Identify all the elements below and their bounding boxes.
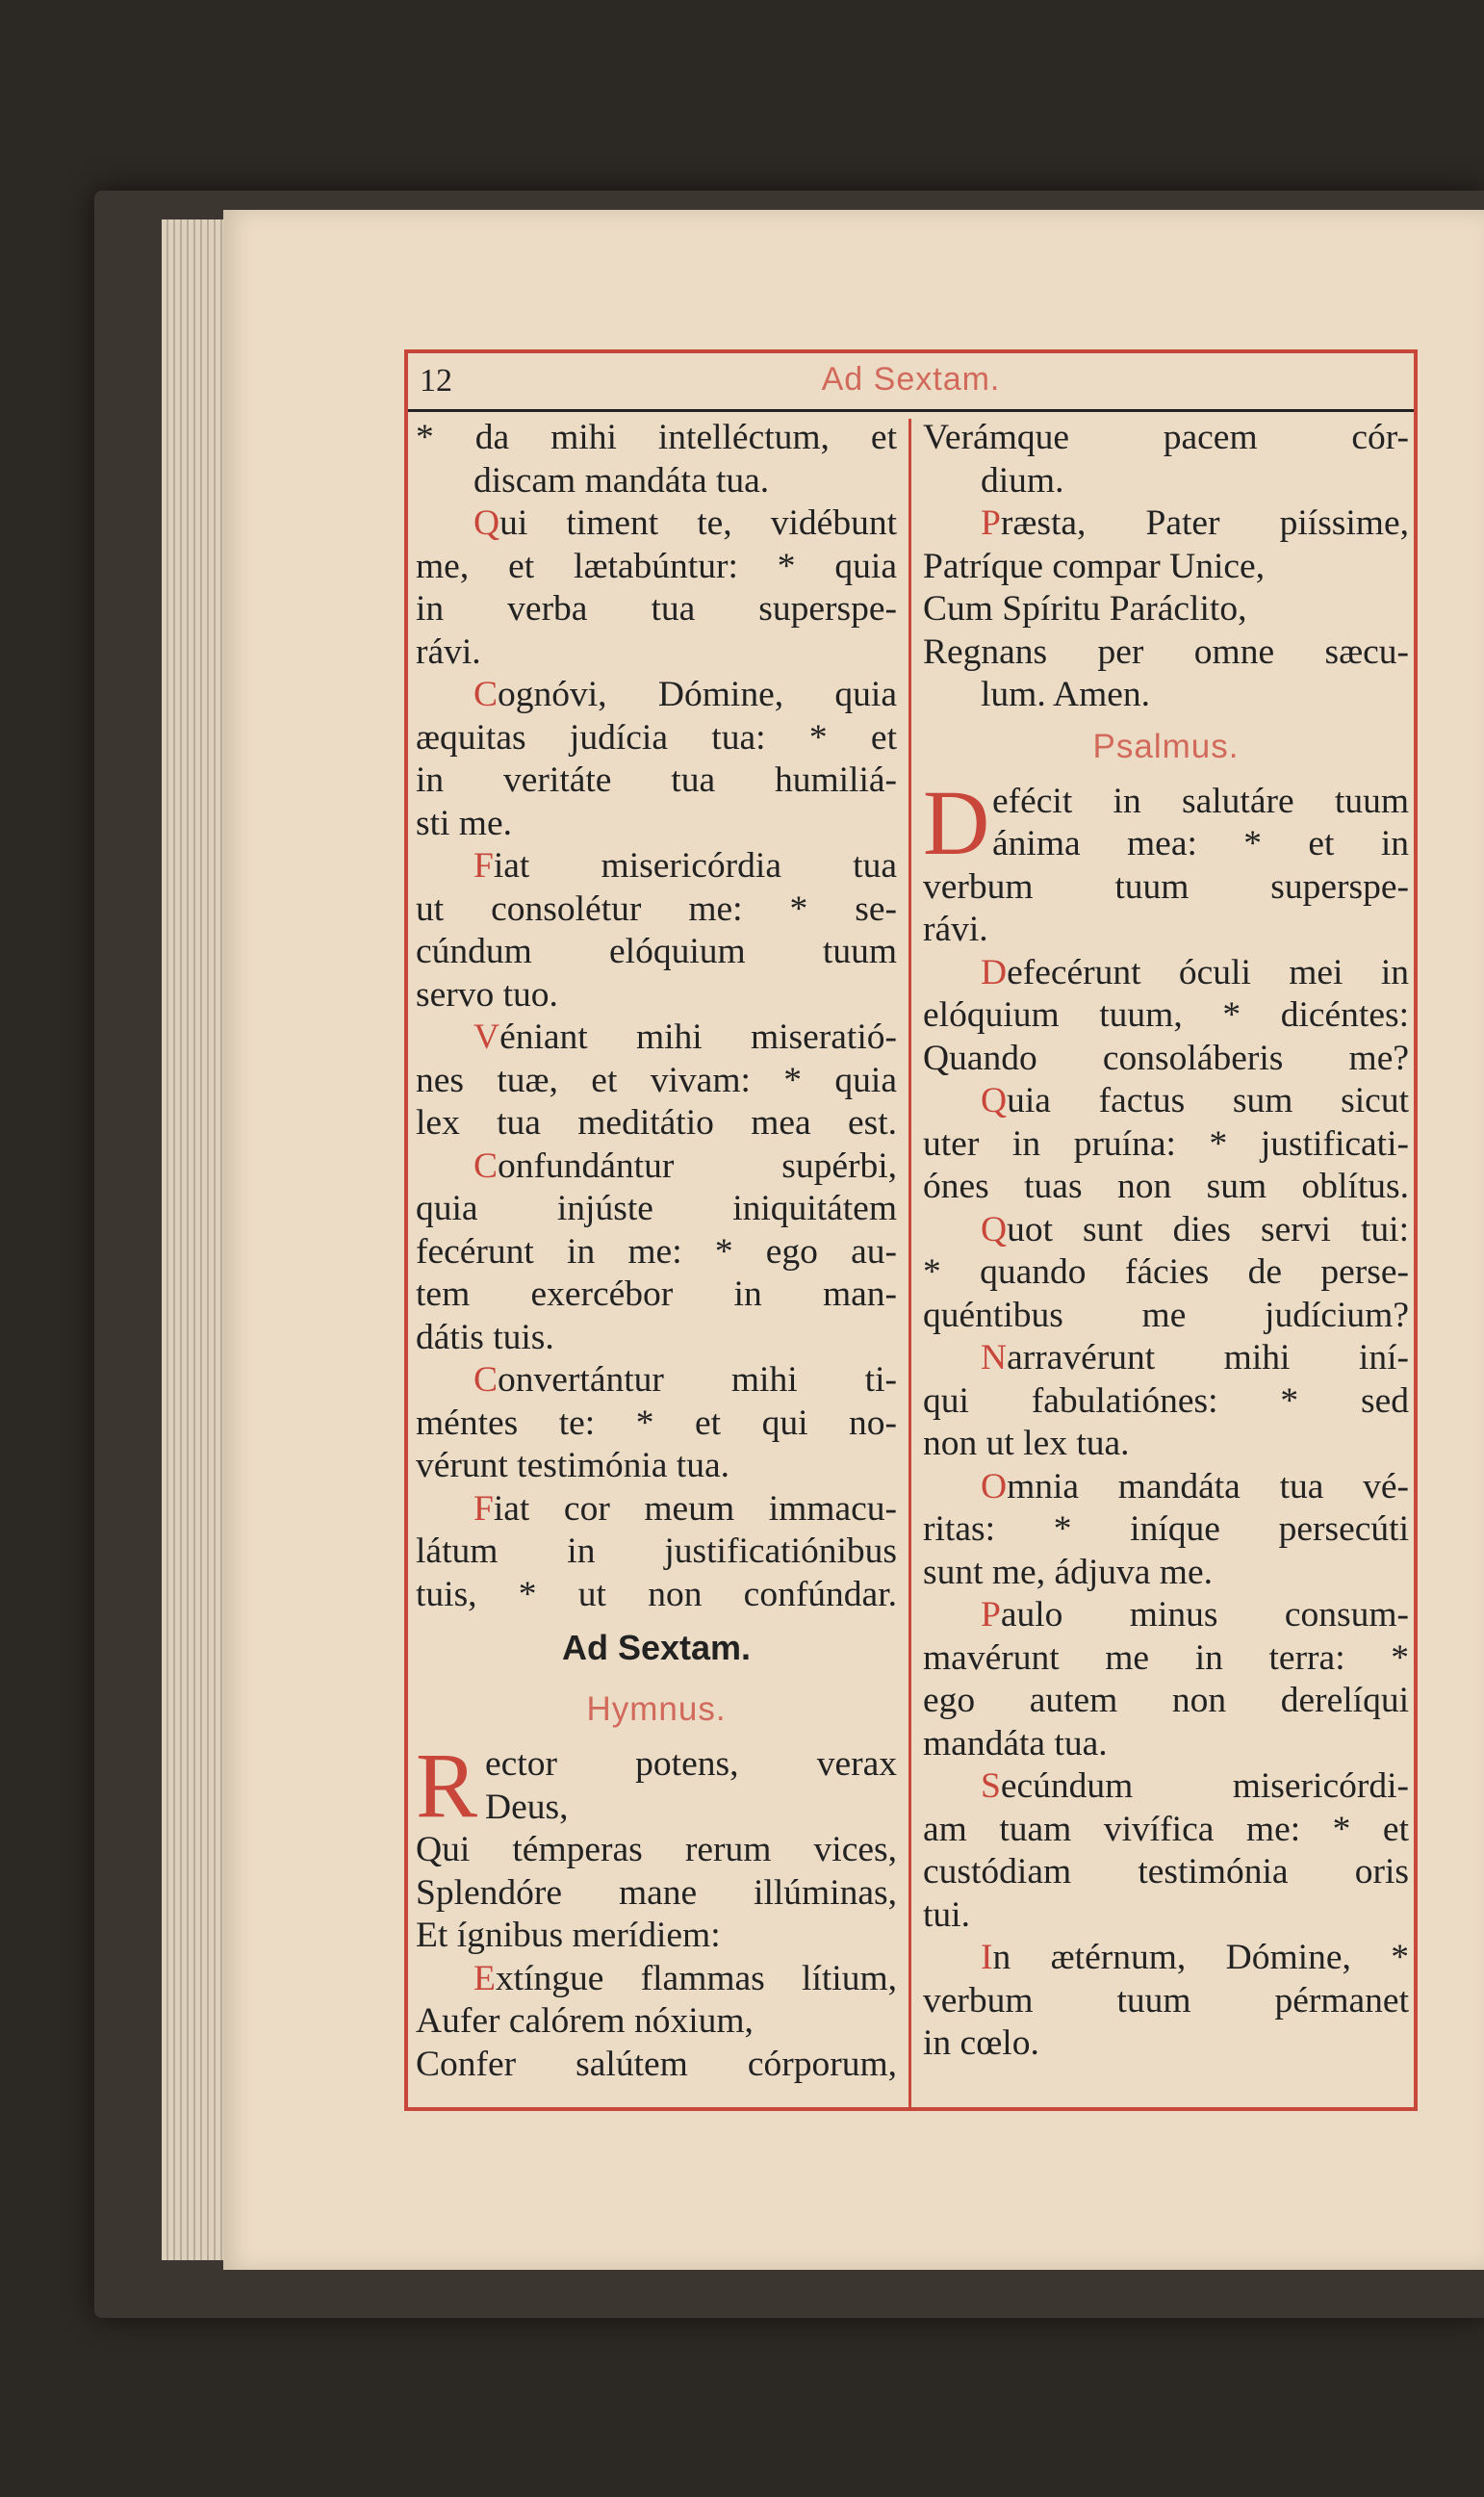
left-column	[416, 417, 897, 2086]
text-line: méntes te: * et qui no-	[416, 1403, 897, 1443]
text-line: Splendóre mane illúminas,	[416, 1872, 897, 1913]
text-line: in verba tua superspe-	[416, 589, 897, 629]
text-line: dátis tuis.	[416, 1317, 554, 1357]
text-line: cúndum elóquium tuum	[416, 932, 897, 971]
red-initial: Q	[981, 1081, 1008, 1120]
text-line: Qui témperas rerum vices,	[416, 1830, 897, 1869]
text-line: vérunt testimónia tua.	[416, 1446, 729, 1485]
text-line: tem exercébor in man-	[416, 1274, 897, 1314]
text-line: sunt me, ádjuva me.	[923, 1552, 1213, 1592]
page-number: 12	[420, 363, 452, 399]
text-line: me, et lætabúntur: * quia	[416, 546, 897, 586]
verse-line: Quot sunt dies servi tui:	[981, 1209, 1409, 1249]
red-initial: Q	[473, 503, 500, 543]
red-initial: F	[473, 1488, 494, 1529]
text-line: rávi.	[923, 910, 988, 949]
drop-cap: R	[416, 1734, 478, 1837]
text-line: dium.	[981, 460, 1064, 501]
verse-line: Qui timent te, vidébunt	[473, 503, 897, 543]
red-initial: F	[473, 846, 494, 886]
psalm-opening	[923, 770, 1409, 874]
text-frame	[404, 349, 1418, 2111]
text-line: ego autem non derelíqui	[923, 1681, 1409, 1720]
text-line: Et ígnibus merídiem:	[416, 1916, 721, 1955]
verse-line: Quia factus sum sicut	[981, 1081, 1409, 1120]
verse-line: Omnia mandáta tua vé-	[981, 1466, 1409, 1506]
verse-line: Præsta, Pater piíssime,	[981, 503, 1409, 543]
text-line: ritas: * iníque persecúti	[923, 1509, 1409, 1549]
text-line: custódiam testimónia oris	[923, 1852, 1409, 1892]
text-line: mavérunt me in terra: *	[923, 1637, 1409, 1678]
text-line: lex tua meditátio mea est.	[416, 1103, 897, 1143]
red-initial: N	[981, 1338, 1008, 1377]
red-initial: Q	[981, 1209, 1008, 1249]
verse-line: Secúndum misericórdi-	[981, 1766, 1409, 1806]
text-line: qui fabulatiónes: * sed	[923, 1380, 1409, 1421]
verse-line: In ætérnum, Dómine, *	[981, 1938, 1409, 1977]
text-line: Confer salútem córporum,	[416, 2044, 897, 2084]
text-line: verbum tuum superspe-	[923, 866, 1409, 907]
text-line: tuis, * ut non confúndar.	[416, 1574, 897, 1614]
verse-line: Defecérunt óculi mei in	[981, 952, 1409, 992]
text-line: rávi.	[416, 631, 481, 672]
hymn-heading: Hymnus.	[586, 1690, 727, 1728]
text-line: quia injúste iniquitátem	[416, 1189, 897, 1228]
text-line: quéntibus me judícium?	[923, 1295, 1409, 1335]
text-line: nes tuæ, et vivam: * quia	[416, 1060, 897, 1100]
running-title: Ad Sextam.	[821, 361, 1001, 398]
red-initial: V	[473, 1017, 500, 1057]
text-line: Cum Spíritu Paráclito,	[923, 589, 1247, 629]
text-line: fecérunt in me: * ego au-	[416, 1231, 897, 1272]
red-initial: D	[981, 952, 1008, 992]
text-line: ónes tuas non sum oblítus.	[923, 1167, 1409, 1206]
text-line: Deus,	[485, 1787, 569, 1827]
red-initial: S	[981, 1766, 1001, 1806]
verse-line: Paulo minus consum-	[981, 1595, 1409, 1635]
text-line: verbum tuum pérmanet	[923, 1980, 1409, 2021]
text-line: lum. Amen.	[981, 675, 1151, 714]
text-line: Verámque pacem cór-	[923, 418, 1409, 457]
verse-line: Fiat cor meum immacu-	[473, 1488, 897, 1529]
column-divider	[908, 419, 911, 2107]
text-line: látum in justificatiónibus	[416, 1532, 897, 1571]
text-line: æquitas judícia tua: * et	[416, 717, 897, 758]
verse-line: Véniant mihi miseratió-	[473, 1017, 897, 1057]
hymn-opening	[416, 1734, 897, 1837]
verse-line: Extíngue flammas lítium,	[473, 1958, 897, 1998]
text-line: Patríque compar Unice,	[923, 546, 1266, 586]
text-line: tui.	[923, 1894, 970, 1935]
text-line: am tuam vivífica me: * et	[923, 1809, 1409, 1849]
red-initial: E	[473, 1958, 496, 1998]
text-line: discam mandáta tua.	[473, 460, 770, 501]
red-initial: O	[981, 1466, 1008, 1506]
text-line: elóquium tuum, * dicéntes:	[923, 995, 1409, 1035]
psalm-heading: Psalmus.	[1092, 727, 1240, 765]
red-initial: P	[981, 503, 1001, 543]
verse-line: Cognóvi, Dómine, quia	[473, 675, 897, 714]
text-line: ut consolétur me: * se-	[416, 888, 897, 929]
red-initial: C	[473, 1146, 499, 1186]
text-line: in veritáte tua humiliá-	[416, 760, 897, 800]
right-column	[923, 417, 1409, 2066]
text-line: Quando consoláberis me?	[923, 1038, 1409, 1078]
drop-cap: D	[923, 770, 990, 874]
red-initial: P	[981, 1595, 1001, 1635]
red-initial: C	[473, 675, 499, 714]
running-head	[408, 353, 1414, 411]
text-line: ector potens, verax	[485, 1744, 897, 1784]
text-line: ánima mea: * et in	[992, 824, 1409, 863]
text-line: Regnans per omne sæcu-	[923, 631, 1409, 672]
red-initial: C	[473, 1360, 499, 1400]
text-line: in cœlo.	[923, 2023, 1039, 2063]
text-line: Aufer calórem nóxium,	[416, 2001, 754, 2041]
text-line: mandáta tua.	[923, 1723, 1108, 1763]
red-initial: I	[981, 1938, 993, 1977]
text-line: efécit in salutáre tuum	[992, 781, 1409, 821]
text-line: non ut lex tua.	[923, 1424, 1130, 1463]
text-line: uter in pruína: * justificati-	[923, 1123, 1409, 1164]
text-line: * da mihi intelléctum, et	[416, 418, 897, 457]
verse-line: Confundántur supérbi,	[473, 1146, 897, 1186]
text-line: servo tuo.	[416, 974, 558, 1015]
verse-line: Convertántur mihi ti-	[473, 1360, 897, 1400]
text-line: * quando fácies de perse-	[923, 1252, 1409, 1292]
verse-line: Fiat misericórdia tua	[473, 846, 897, 886]
text-line: sti me.	[416, 803, 512, 843]
section-heading: Ad Sextam.	[561, 1628, 752, 1667]
header-rule	[408, 409, 1414, 412]
verse-line: Narravérunt mihi iní-	[981, 1338, 1409, 1377]
